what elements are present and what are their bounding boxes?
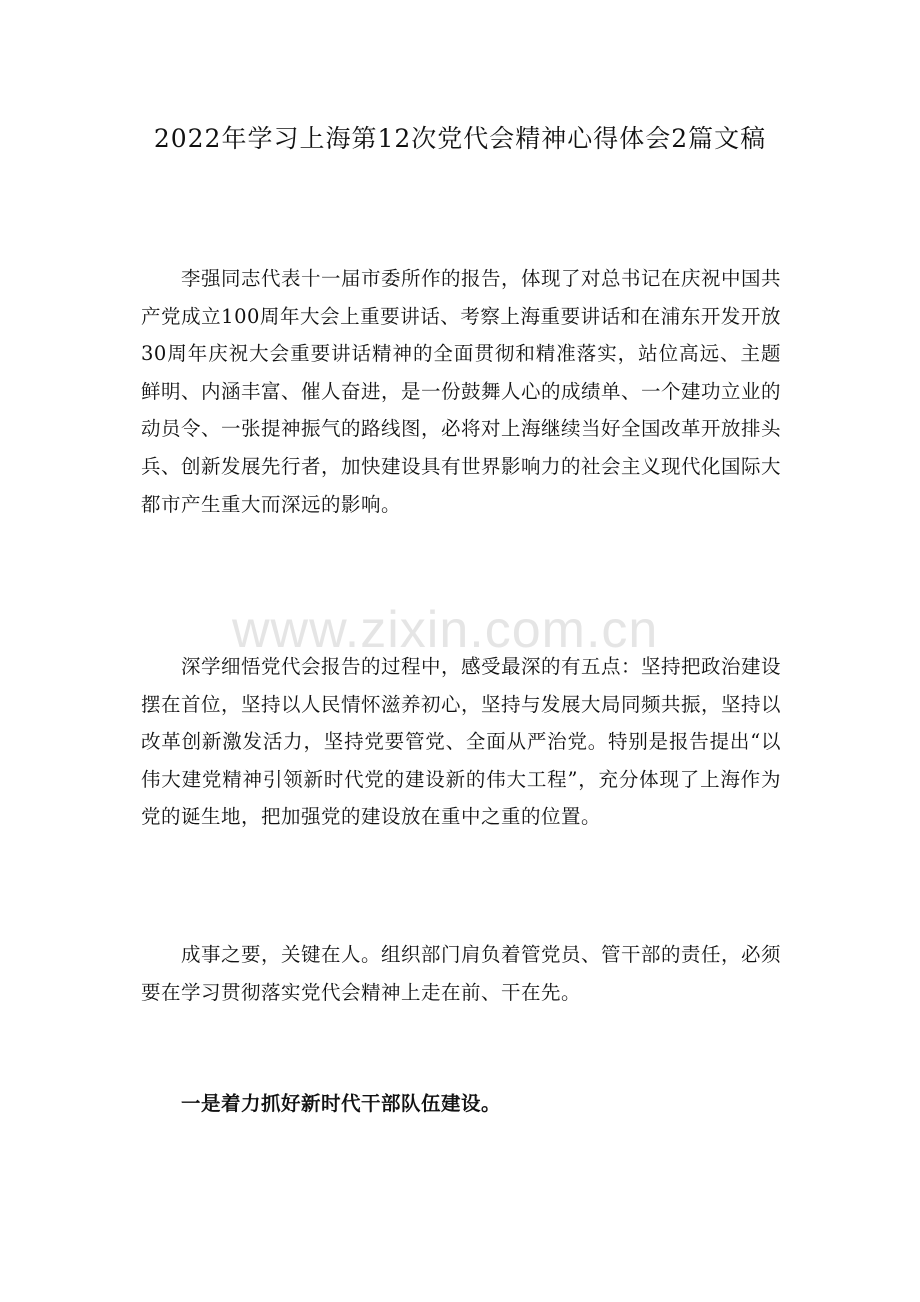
paragraph-1: 李强同志代表十一届市委所作的报告，体现了对总书记在庆祝中国共产党成立100周年大会上重要讲话、考察上海重要讲话和在浦东开发开放30周年庆祝大会重要讲话精神的全面贯彻和精准落实，站位高远、主题鲜明、内涵丰富、催人奋进，是一份鼓舞人心的成绩单、一个建功立业的动员令、一张提神振气的路线图，必将对上海继续当好全国改革开放排头兵、创新发展先行者，加快建设具有世界影响力的社会主义现代化国际大都市产生重大而深远的影响。 <box>141 267 782 516</box>
paragraph-3: 成事之要，关键在人。组织部门肩负着管党员、管干部的责任，必须要在学习贯彻落实党代会精神上走在前、干在先。 <box>141 943 782 1004</box>
document-title: 2022年学习上海第12次党代会精神心得体会2篇文稿 <box>153 124 767 153</box>
paragraph-2: 深学细悟党代会报告的过程中，感受最深的有五点：坚持把政治建设摆在首位，坚持以人民情怀滋养初心，坚持与发展大局同频共振，坚持以改革创新激发活力，坚持党要管党、全面从严治党。特别是报告提出“以伟大建党精神引领新时代党的建设新的伟大工程”，充分体现了上海作为党的诞生地，把加强党的建设放在重中之重的位置。 <box>141 655 782 829</box>
watermark: www.zixin.com.cn <box>232 601 659 659</box>
section-heading: 一是着力抓好新时代干部队伍建设。 <box>181 1092 502 1115</box>
